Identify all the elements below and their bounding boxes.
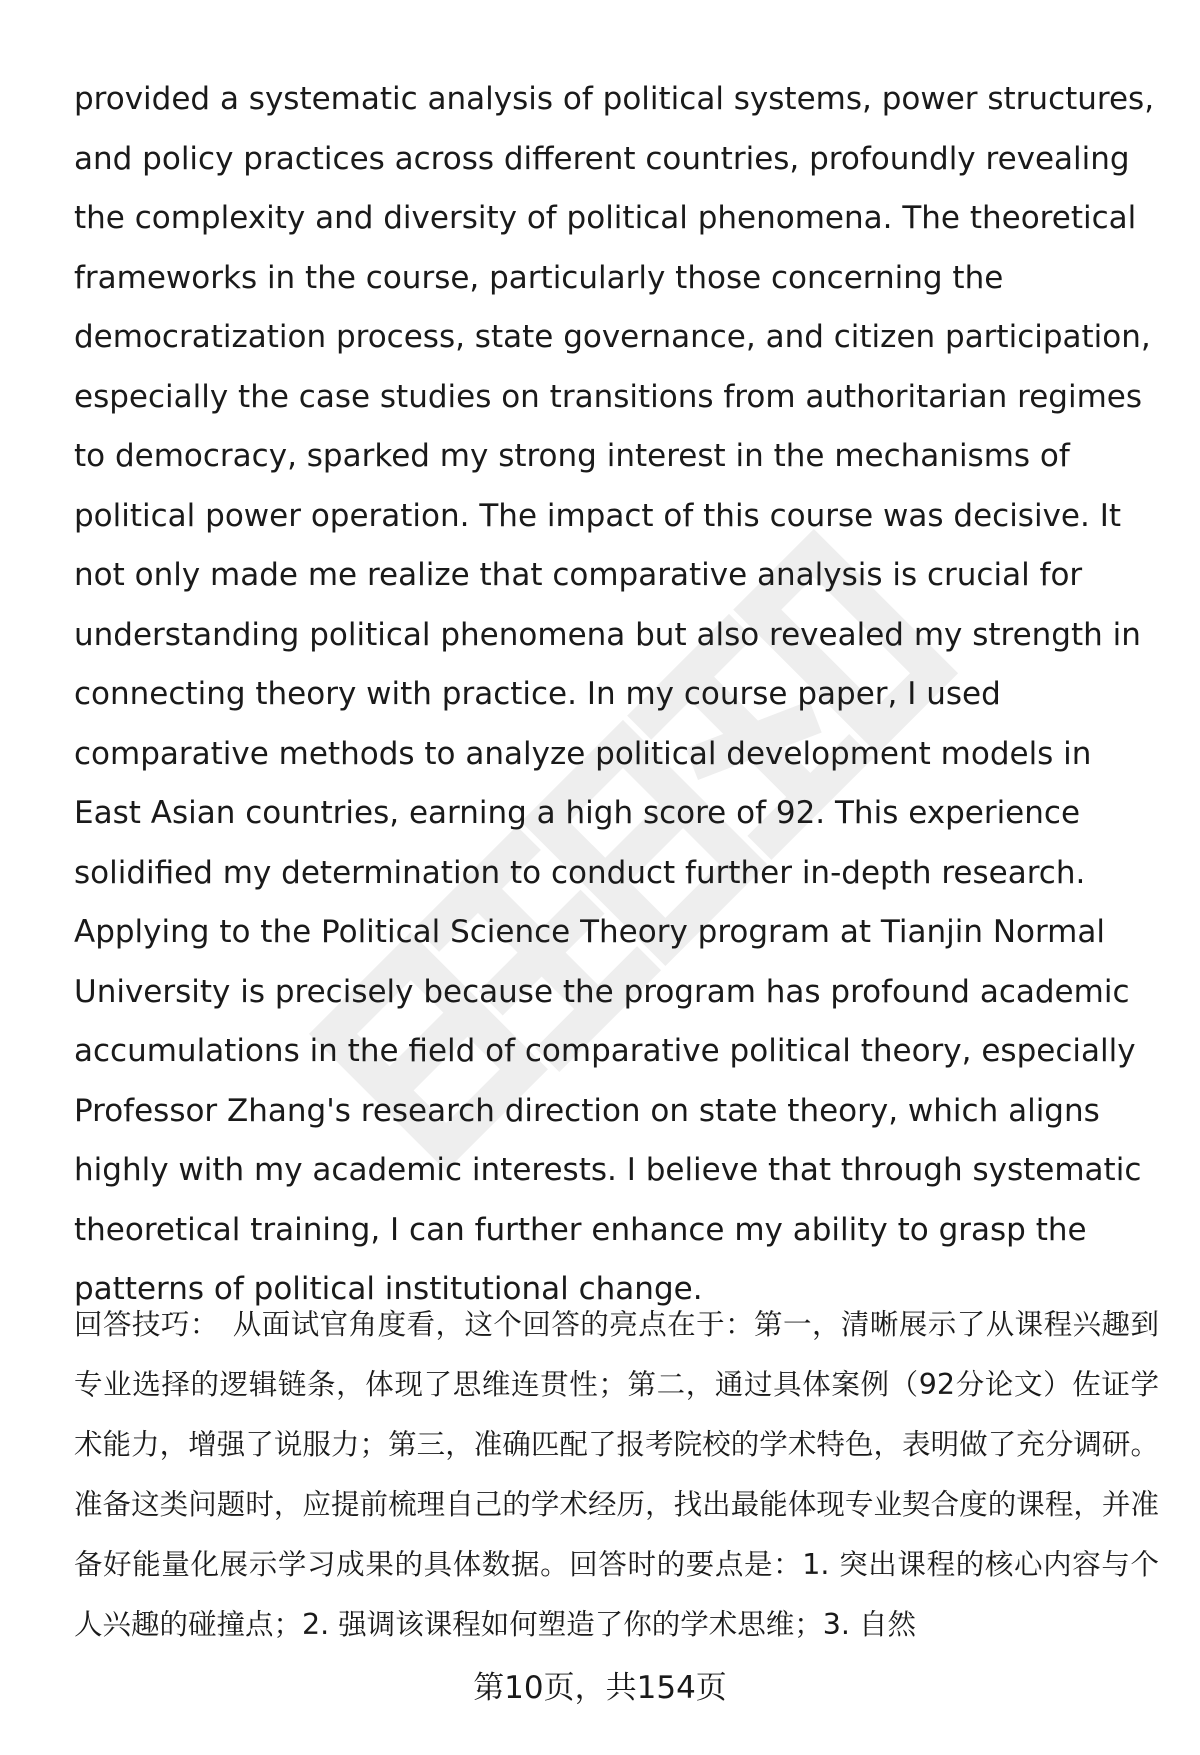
page-number: 第10页，共154页 [473,1670,727,1706]
essay-paragraph: provided a systematic analysis of political systems, power structures, and policy practices across different countries, profoundly revealing the complexity and diversity of political phenomena. The theoretical frameworks in the course, particularly those concerning the democratization process, state governance, and citizen participation, especially the case studies on transitions from authoritarian regimes to democracy, sparked my strong interest in the mechanisms of political power operation. The impact of this course was decisive. It not only made me realize that comparative analysis is crucial for understanding political phenomena but also revealed my strength in connecting theory with practice. In my course paper, I used comparative methods to analyze political development models in East Asian countries, earning a high score of 92. This experience solidified my determination to conduct further in-depth research. Applying to the Political Science Theory program at Tianjin Normal University is precisely because the program has profound academic accumulations in the field of comparative political theory, especially Professor Zhang's research direction on state theory, which aligns highly with my academic interests. I believe that through systematic theoretical training, I can further enhance my ability to grasp the patterns of political institutional change. [74,81,1155,1307]
tips-text: 从面试官角度看，这个回答的亮点在于：第一，清晰展示了从课程兴趣到专业选择的逻辑链条，体现了思维连贯性；第二，通过具体案例（92分论文）佐证学术能力，增强了说服力；第三，准确匹配了报考院校的学术特色，表明做了充分调研。准备这类问题时，应提前梳理自己的学术经历，找出最能体现专业契合度的课程，并准备好能量化展示学习成果的具体数据。回答时的要点是：1. 突出课程的核心内容与个人兴趣的碰撞点；2. 强调该课程如何塑造了你的学术思维；3. 自然 [74,1308,1159,1641]
answer-tips [74,1295,1159,1655]
tips-label: 回答技巧： [74,1308,219,1341]
